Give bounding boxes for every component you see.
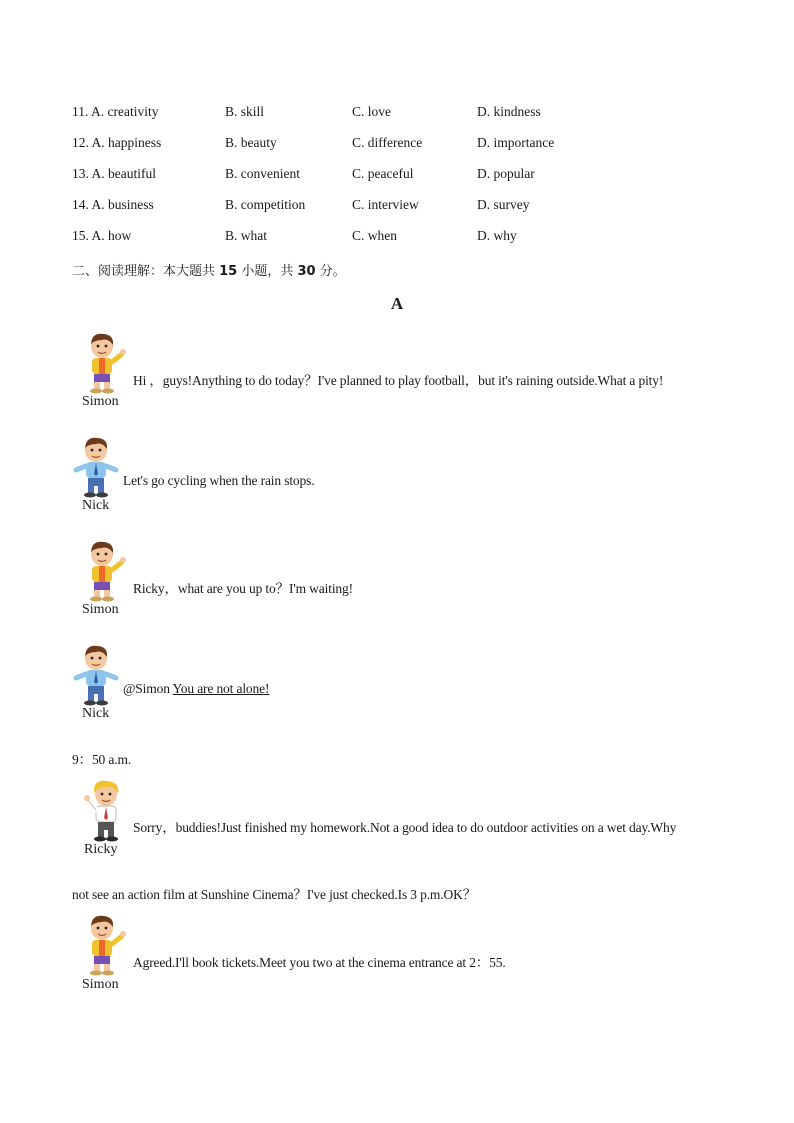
option-b: B. convenient: [225, 166, 300, 181]
simon-avatar-icon: [80, 332, 130, 394]
question-number-option-a: 15. A. how: [72, 228, 132, 243]
question-number-option-a: 13. A. beautiful: [72, 166, 156, 181]
simon-avatar-icon: [80, 540, 130, 602]
speaker-name: Simon: [82, 602, 119, 617]
chat-message: Agreed.I'll book tickets.Meet you two at the cinema entrance at 2：55.: [133, 955, 506, 970]
option-c: C. peaceful: [352, 166, 414, 181]
option-b: B. beauty: [225, 135, 277, 150]
speaker-name: Simon: [82, 977, 119, 992]
option-d: D. importance: [477, 135, 555, 150]
chat-message: Let's go cycling when the rain stops.: [123, 473, 315, 488]
option-c: C. interview: [352, 197, 419, 212]
speaker-name: Nick: [82, 706, 110, 721]
option-c: C. when: [352, 228, 397, 243]
speaker-name: Ricky: [84, 842, 118, 857]
question-number-option-a: 11. A. creativity: [72, 104, 159, 119]
passage-label: A: [390, 294, 404, 313]
chat-message-continuation: not see an action film at Sunshine Cinema？I've just checked.Is 3 p.m.OK？: [72, 887, 477, 902]
option-d: D. why: [477, 228, 517, 243]
chat-message: Ricky，what are you up to？I'm waiting!: [133, 581, 353, 596]
option-b: B. competition: [225, 197, 306, 212]
option-d: D. survey: [477, 197, 530, 212]
nick-avatar-icon: [72, 436, 122, 498]
option-d: D. kindness: [477, 104, 541, 119]
ricky-avatar-icon: [82, 780, 132, 842]
speaker-name: Nick: [82, 498, 110, 513]
question-number-option-a: 14. A. business: [72, 197, 154, 212]
section-heading: 二、阅读理解：本大题共 15 小题，共 30 分。: [72, 264, 346, 279]
speaker-name: Simon: [82, 394, 119, 409]
option-d: D. popular: [477, 166, 535, 181]
underlined-blank: You are not alone!: [172, 681, 270, 696]
mention: @Simon: [123, 681, 173, 696]
question-number-option-a: 12. A. happiness: [72, 135, 162, 150]
option-b: B. what: [225, 228, 267, 243]
chat-message: Hi ，guys!Anything to do today？I've planned to play football，but it's raining outside.What a pity!: [133, 373, 664, 388]
simon-avatar-icon: [80, 914, 130, 976]
nick-avatar-icon: [72, 644, 122, 706]
option-c: C. love: [352, 104, 391, 119]
option-b: B. skill: [225, 104, 265, 119]
timestamp: 9：50 a.m.: [72, 752, 132, 767]
chat-message: [123, 681, 269, 697]
chat-message: Sorry，buddies!Just finished my homework.Not a good idea to do outdoor activities on a wet day.Why: [133, 820, 677, 835]
option-c: C. difference: [352, 135, 423, 150]
